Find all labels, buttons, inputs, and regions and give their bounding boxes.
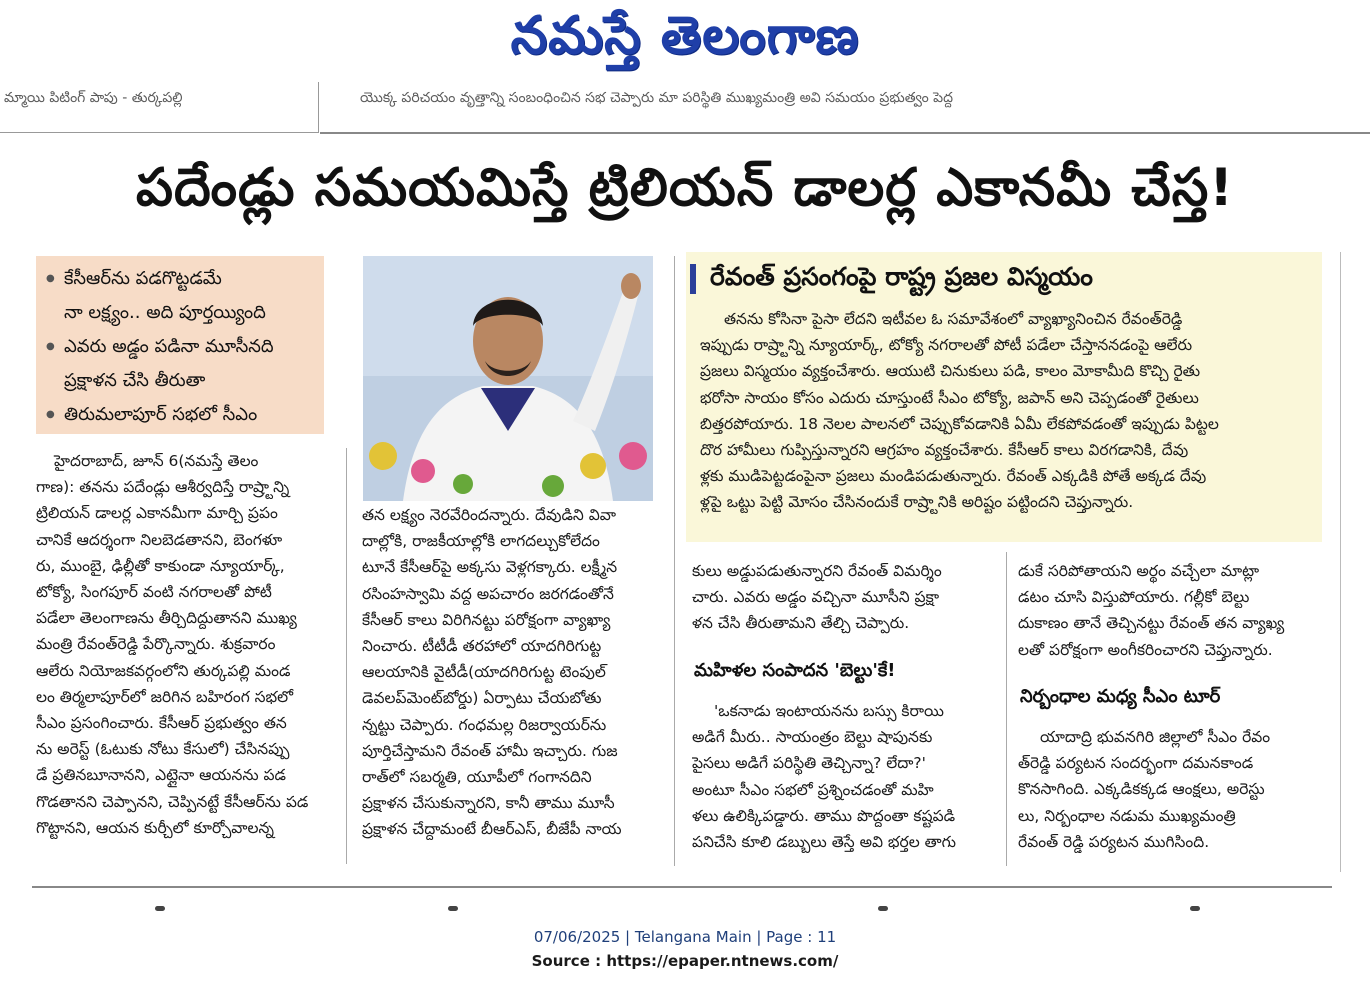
headline: పదేండ్లు సమయమిస్తే ట్రిలియన్ డాలర్ల ఎకానమీ చేస్త!: [135, 158, 1235, 218]
article-column-3-bottom: [692, 698, 994, 866]
text-line: పడేలా తెలంగాణను తీర్చిదిద్దుతానని ముఖ్య: [36, 609, 297, 628]
text-line: డటం చూసి విస్తుపోయారు. గల్లీకో బెల్టు: [1018, 588, 1250, 607]
subhead-cm-tour: నిర్బంధాల మధ్య సీఎం టూర్: [1020, 686, 1221, 707]
text-line: ఇప్పుడు రాష్ర్టాన్ని న్యూయార్క్, టోక్యో నగరాలతో పోటీ పడేలా చేస్తాననడంపై ఆలేరు: [700, 336, 1193, 355]
text-line: చారు. ఎవరు అడ్డం వచ్చినా మూసీని ప్రక్షా: [692, 588, 940, 607]
text-line: ట్రిలియన్ డాలర్ల ఎకానమీగా మార్చి ప్రపం: [36, 504, 278, 523]
text-line: దొర హామీలు గుప్పిస్తున్నారని ఆగ్రహం వ్యక్తంచేశారు. కేసీఆర్ కాలు విరగడానికి, దేవు: [700, 441, 1189, 460]
footer-date-edition: 07/06/2025 | Telangana Main | Page : 11: [533, 928, 837, 946]
cm-speaking-photo: [363, 256, 653, 501]
article-column-3-top: [692, 558, 994, 642]
article-column-4-bottom: [1018, 724, 1322, 864]
text-line: దాల్లోకి, రాజకీయాల్లోకి లాగదల్చుకోలేదం: [362, 532, 600, 551]
cut-text-right: యొక్క పరిచయం వృత్తాన్ని సంబంధించిన సభ చెప్పారు మా పరిస్థితి ముఖ్యమంత్రి అవి సమయం ప్రభుత్వం పెద్ద: [360, 90, 954, 106]
text-line: టూనే కేసీఆర్‌పై అక్కసు వెళ్లగక్కారు. లక్ష్మీన: [362, 558, 618, 577]
text-line: గొట్టానని, ఆయన కుర్చీలో కూర్చోవాలన్న: [36, 818, 274, 837]
text-line: డే ప్రతినబూనానని, ఎట్లైనా ఆయనను పడ: [36, 766, 287, 785]
article-column-2: [362, 502, 662, 866]
text-line: ఆలేరు నియోజకవర్గంలోని తుర్కపల్లి మండ: [36, 661, 291, 680]
text-line: బిత్తరపోయారు. 18 నెలల పాలనలో చెప్పుకోవడానికి ఏమీ లేకపోవడంతో ఇప్పుడు పిట్టల: [700, 414, 1219, 433]
cut-glyph: [448, 906, 458, 911]
text-line: సీఎం ప్రసంగించారు. కేసీఆర్ ప్రభుత్వం తన: [36, 714, 287, 733]
article-column-4-top: [1018, 558, 1322, 670]
pull-quote-item: ● తిరుమలాపూర్ సభలో సీఎం: [46, 398, 314, 432]
article-column-1: [36, 448, 333, 866]
text-line: మంత్రి రేవంత్‌రెడ్డి పేర్కొన్నారు. శుక్రవారం: [36, 635, 276, 654]
pull-quote-item: నా లక్ష్యం.. అది పూర్తయ్యింది: [64, 302, 266, 323]
text-line: భరోసా సాయం కోసం ఎదురు చూస్తుంటే సీఎం టోక్యో, జపాన్ అని చెప్పడంతో రైతులు: [700, 388, 1199, 407]
photo-illustration: [363, 256, 653, 501]
text-line: ప్రక్షాళన చేద్దామంటే బీఆర్‌ఎస్, బీజేపీ నాయ: [362, 820, 622, 839]
text-line: కేసీఆర్ కాలు విరిగినట్టు పరోక్షంగా వ్యాఖ్యా: [362, 610, 611, 629]
pull-quote-item: ● కేసీఆర్‌ను పడగొట్టడమే: [46, 262, 314, 296]
pull-quote-item: ప్రక్షాళన చేసి తీరుతా: [64, 370, 206, 391]
text-line: ప్రజలు విస్మయం వ్యక్తంచేశారు. ఆయుటి చినుకులు పడి, కాలం మోకామీది కొచ్చి రైతు: [700, 362, 1201, 381]
text-line: పనిచేసి కూలి డబ్బులు తెస్తే అవి భర్తల తాగు: [692, 833, 957, 852]
text-line: కొనసాగింది. ఎక్కడికక్కడ ఆంక్షలు, అరెస్టు: [1018, 780, 1265, 799]
text-line: హైదరాబాద్, జూన్ 6(నమస్తే తెలం: [54, 452, 259, 470]
text-line: అడిగే మీరు.. సాయంత్రం బెల్టు షాపునకు: [692, 728, 933, 747]
masthead-title: నమస్తే తెలంగాణ: [510, 6, 860, 66]
pull-quote-item: ● ఎవరు అడ్డం పడినా మూసీనది: [46, 330, 314, 364]
bottom-rule: [32, 886, 1332, 888]
footer-source: Source : https://epaper.ntnews.com/: [531, 952, 839, 970]
text-line: న్నట్టు చెప్పారు. గంధమల్ల రిజర్వాయర్‌ను: [362, 715, 607, 734]
text-line: డెవలప్‌మెంట్‌బోర్డు) ఏర్పాటు చేయబోతు: [362, 689, 602, 708]
top-rule: [320, 132, 1370, 134]
cut-glyph: [878, 906, 888, 911]
text-line: గాణ): తనను పదేండ్లు ఆశీర్వదిస్తే రాష్ర్టాన్ని: [36, 478, 290, 497]
text-line: త్‌రెడ్డి పర్యటన సందర్భంగా దమనకాండ: [1018, 754, 1254, 773]
text-line: లు, నిర్బంధాల నడుమ ముఖ్యమంత్రి: [1018, 806, 1236, 825]
sidebar-title: రేవంత్ ప్రసంగంపై రాష్ట్ర ప్రజల విస్మయం: [710, 262, 1093, 291]
text-line: తన లక్ష్యం నెరవేరిందన్నారు. దేవుడిని వివా: [362, 506, 616, 524]
sidebar-text: [700, 306, 1316, 516]
text-line: దుకాణం తానే తెచ్చినట్టు రేవంత్ తన వ్యాఖ్య: [1018, 614, 1285, 633]
column-divider: [346, 448, 347, 864]
text-line: రేవంత్ రెడ్డి పర్యటన ముగిసింది.: [1018, 832, 1210, 851]
text-line: లతో పరోక్షంగా అంగీకరించారని చెప్తున్నారు.: [1018, 640, 1273, 659]
cut-text-left: మ్మాయి పిటింగ్ పాపు - తుర్కపల్లి: [4, 90, 183, 106]
text-line: తనను కోసినా పైసా లేదని ఇటీవల ఓ సమావేశంలో వ్యాఖ్యానించిన రేవంత్‌రెడ్డి: [724, 310, 1183, 328]
text-line: 'ఒకనాడు ఇంటాయనను బస్సు కిరాయి: [714, 702, 944, 720]
text-line: రసింహస్వామి వద్ద అపచారం జరగడంతోనే: [362, 584, 614, 603]
text-line: ళలు ఉలిక్కిపడ్డారు. తాము పొద్దంతా కష్టపడి: [692, 806, 956, 825]
text-line: చానికే ఆదర్శంగా నిలబెడతానని, బెంగళూ: [36, 530, 283, 549]
text-line: ళ్లపై ఒట్టు పెట్టి మోసం చేసినందుకే రాష్ర్టానికి అరిష్టం పట్టిందని చెప్తున్నారు.: [700, 493, 1134, 512]
right-edge-divider: [1340, 252, 1341, 872]
text-line: అంటూ సీఎం సభలో ప్రశ్నించడంతో మహి: [692, 780, 934, 799]
column-divider: [674, 256, 675, 866]
text-line: రు, ముంబై, ఢిల్లీతో కాకుండా న్యూయార్క్,: [36, 556, 285, 575]
column-divider: [1006, 552, 1007, 866]
text-line: టోక్యో, సింగపూర్ వంటి నగరాలతో పోటీ: [36, 583, 272, 602]
text-line: రాత్‌లో సబర్మతి, యూపీలో గంగానదిని: [362, 768, 592, 787]
text-line: ళన చేసి తీరుతామని తేల్చి చెప్పారు.: [692, 614, 910, 633]
text-line: ప్రక్షాళన చేసుకున్నారని, కానీ తాము మూసీ: [362, 794, 615, 813]
text-line: కులు అడ్డుపడుతున్నారని రేవంత్ విమర్శిం: [692, 562, 942, 580]
cut-glyph: [1190, 906, 1200, 911]
text-line: ఆలయానికి వైటీడీ(యాదగిరిగుట్ట టెంపుల్: [362, 663, 606, 682]
pull-quote-box: [36, 256, 324, 434]
text-line: ను అరెస్ట్ (ఓటుకు నోటు కేసులో) చేసినప్పు: [36, 740, 290, 759]
text-line: పైసలు అడిగే పరిస్థితి తెచ్చిన్నా? లేదా?': [692, 754, 926, 773]
text-line: లం తిర్మలాపూర్‌లో జరిగిన బహిరంగ సభలో: [36, 687, 294, 706]
subhead-women-income: మహిళల సంపాదన 'బెల్టు'కే!: [694, 660, 896, 681]
text-line: పూర్తిచేస్తామని రేవంత్ హామీ ఇచ్చారు. గుజ: [362, 741, 618, 760]
cut-glyph: [155, 906, 165, 911]
sidebar-title-bar: [690, 264, 696, 294]
text-line: ళ్లకు ముడిపెట్టడంపైనా ప్రజలు మండిపడుతున్నారు. రేవంత్ ఎక్కడికి పోతే అక్కడ దేవు: [700, 467, 1207, 486]
text-line: గొడతానని చెప్పానని, చెప్పినట్టే కేసీఆర్‌ను పడ: [36, 792, 309, 811]
text-line: నించారు. టీటీడీ తరహాలో యాదగిరిగుట్ట: [362, 637, 602, 656]
text-line: యాదాద్రి భువనగిరి జిల్లాలో సీఎం రేవం: [1040, 728, 1271, 746]
text-line: డుకే సరిపోతాయని అర్థం వచ్చేలా మాట్లా: [1018, 562, 1260, 580]
